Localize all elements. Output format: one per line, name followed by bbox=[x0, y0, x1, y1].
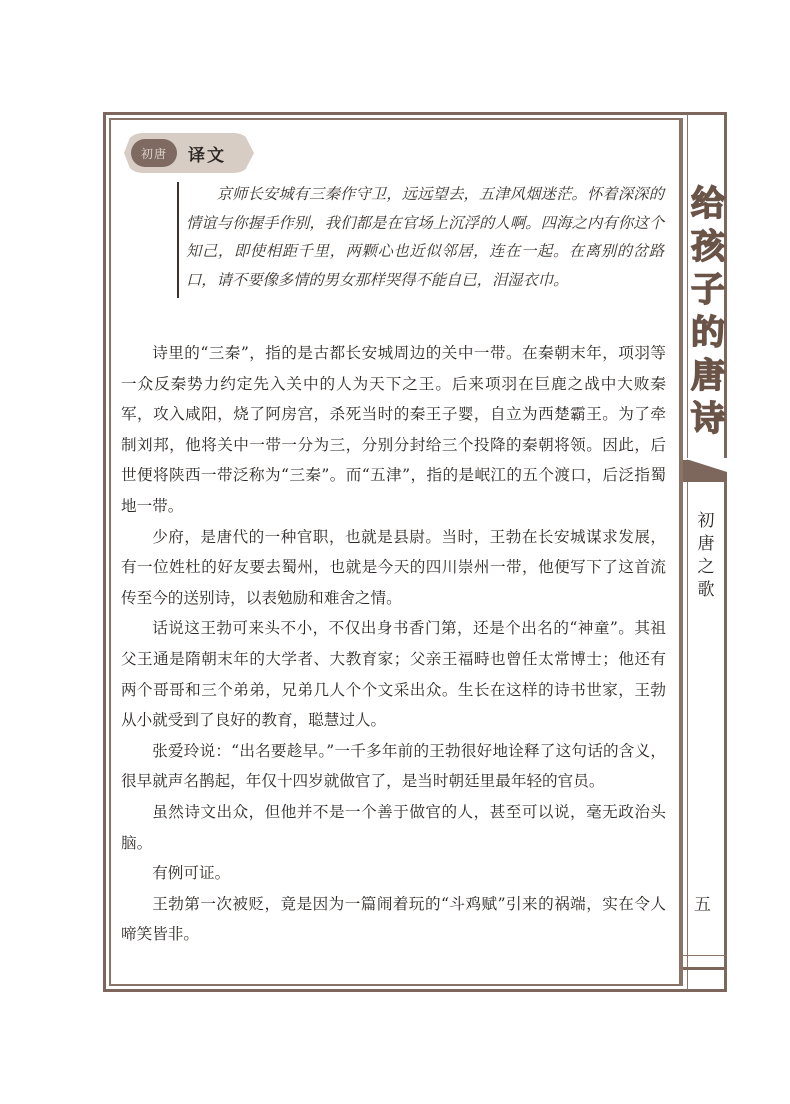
section-char: 初 bbox=[697, 511, 715, 531]
side-divider bbox=[681, 118, 683, 986]
side-divider-thin bbox=[687, 114, 688, 990]
translation-bar bbox=[177, 182, 179, 298]
paragraph: 张爱玲说：“出名要趁早。”一千多年前的王勃很好地诠释了这句话的含义，很早就声名鹊起，年仅十四岁就做官了，是当时朝廷里最年轻的官员。 bbox=[121, 741, 666, 791]
paragraph: 话说这王勃可来头不小，不仅出身书香门第，还是个出名的“神童”。其祖父王通是隋朝末年的大学者、大教育家；父亲王福畤也曾任太常博士；他还有两个哥哥和三个弟弟，兄弟几人个个文采出众。生长在这样的诗书世家，王勃从小就受到了良好的教育，聪慧过人。 bbox=[121, 619, 666, 730]
book-title-char: 孩 bbox=[691, 227, 725, 267]
book-title bbox=[689, 185, 727, 438]
paragraph: 虽然诗文出众，但他并不是一个善于做官的人，甚至可以说，毫无政治头脑。 bbox=[121, 802, 666, 852]
paragraph: 诗里的“三秦”，指的是古都长安城周边的关中一带。在秦朝末年，项羽等一众反秦势力约定先入关中的人为天下之王。后来项羽在巨鹿之战中大败秦军，攻入咸阳，烧了阿房宫，杀死当时的秦王子婴，自立为西楚霸王。为了牵制刘邦，他将关中一带一分为三，分别分封给三个投降的秦朝将领。因此，后世便将陕西一带泛称为“三秦”。而“五津”，指的是岷江的五个渡口，后泛指蜀地一带。 bbox=[121, 344, 666, 515]
section-band-notch bbox=[683, 458, 727, 472]
section-char: 唐 bbox=[697, 534, 715, 554]
page-number: 五 bbox=[694, 895, 711, 915]
section-char: 之 bbox=[697, 557, 715, 577]
section-char: 歌 bbox=[697, 580, 715, 600]
main-text bbox=[121, 338, 666, 950]
book-title-char: 唐 bbox=[691, 356, 725, 396]
book-title-char: 给 bbox=[691, 184, 725, 224]
side-rule-thick bbox=[683, 967, 727, 970]
section-title bbox=[693, 510, 719, 602]
paragraph: 王勃第一次被贬，竟是因为一篇闹着玩的“斗鸡赋”引来的祸端，实在令人啼笑皆非。 bbox=[121, 894, 666, 944]
book-title-char: 诗 bbox=[691, 399, 725, 439]
book-title-char: 子 bbox=[691, 270, 725, 310]
paragraph: 少府，是唐代的一种官职，也就是县尉。当时，王勃在长安城谋求发展，有一位姓杜的好友要去蜀州，也就是今天的四川崇州一带，他便写下了这首流传至今的送别诗，以表勉励和难舍之情。 bbox=[121, 527, 666, 607]
translation-text bbox=[186, 180, 664, 294]
translation-heading: 译文 bbox=[188, 146, 226, 166]
book-title-char: 的 bbox=[691, 313, 725, 353]
translation-paragraph: 京师长安城有三秦作守卫，远远望去，五津风烟迷茫。怀着深深的情谊与你握手作别，我们都是在官场上沉浮的人啊。四海之内有你这个知己，即使相距千里，两颗心也近似邻居，连在一起。在离别的岔路口，请不要像多情的男女那样哭得不能自已，泪湿衣巾。 bbox=[186, 185, 664, 289]
flower-seal-icon: 初唐 bbox=[131, 139, 177, 167]
paragraph: 有例可证。 bbox=[152, 864, 231, 883]
side-rule bbox=[683, 955, 727, 956]
